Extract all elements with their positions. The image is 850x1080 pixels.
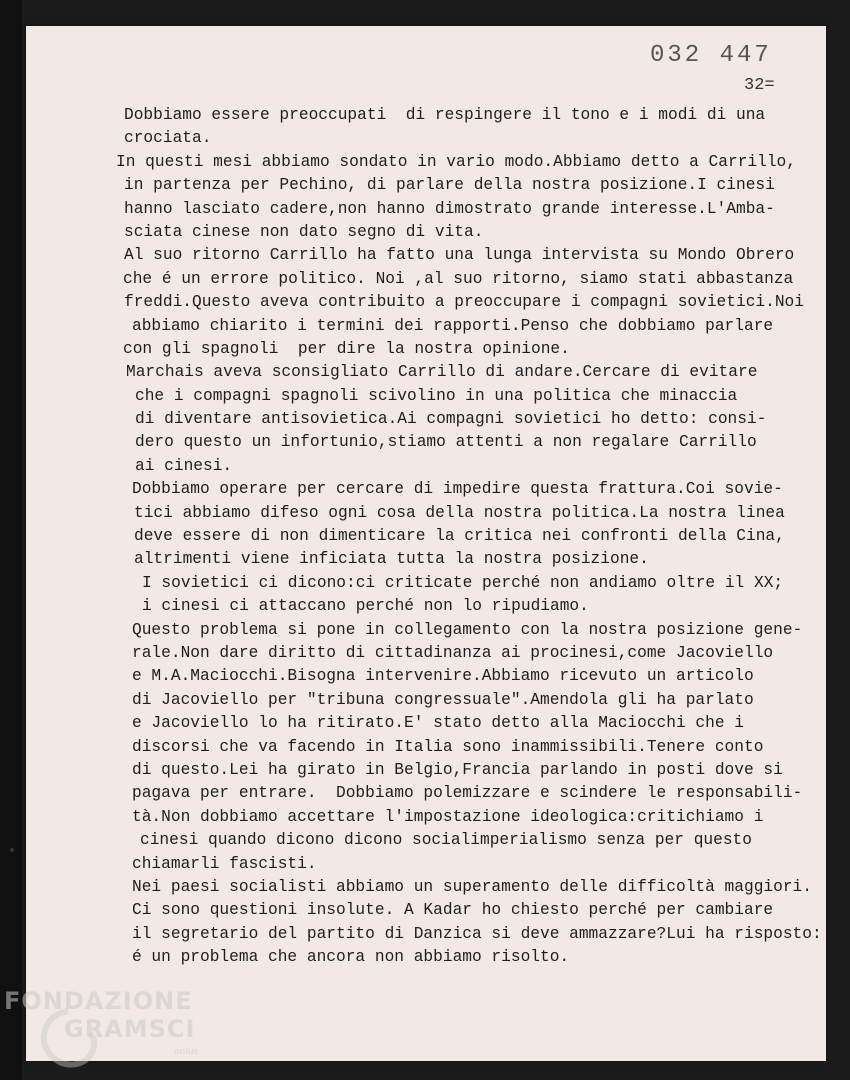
text-line: di diventare antisovietica.Ai compagni sovietici ho detto: consi- [135, 410, 767, 429]
text-line: abbiamo chiarito i termini dei rapporti.Penso che dobbiamo parlare [132, 316, 774, 335]
text-line: Al suo ritorno Carrillo ha fatto una lunga intervista su Mondo Obrero [124, 246, 795, 265]
text-line: I sovietici ci dicono:ci criticate perché non andiamo oltre il XX; [142, 573, 784, 592]
text-line: Dobbiamo essere preoccupati di respingere il tono e i modi di una [124, 106, 766, 124]
text-line: e Jacoviello lo ha ritirato.E' stato detto alla Maciocchi che i [132, 714, 744, 733]
text-line: deve essere di non dimenticare la critica nei confronti della Cina, [134, 527, 785, 546]
text-line: rale.Non dare diritto di cittadinanza ai procinesi,come Jacoviello [132, 643, 774, 662]
text-line: freddi.Questo aveva contribuito a preoccupare i compagni sovietici.Noi [124, 293, 804, 312]
page-number: 32= [744, 76, 775, 95]
text-line: ai cinesi. [135, 456, 233, 475]
text-line: tà.Non dobbiamo accettare l'impostazione ideologica:critichiamo i [132, 807, 764, 826]
text-line: altrimenti viene inficiata tutta la nostra posizione. [134, 550, 649, 569]
text-line: Nei paesi socialisti abbiamo un superamento delle difficoltà maggiori. [132, 877, 812, 896]
watermark-line-2: GRAMSCI [64, 1015, 196, 1043]
document-page [26, 26, 826, 1061]
text-line: di Jacoviello per "tribuna congressuale".Amendola gli ha parlato [132, 690, 754, 709]
text-line: che i compagni spagnoli scivolino in una politica che minaccia [135, 386, 738, 405]
text-line: Marchais aveva sconsigliato Carrillo di andare.Cercare di evitare [126, 363, 758, 382]
text-line: che é un errore politico. Noi ,al suo ritorno, siamo stati abbastanza [123, 269, 794, 288]
text-line: Ci sono questioni insolute. A Kadar ho chiesto perché per cambiare [132, 901, 774, 920]
text-line: con gli spagnoli per dire la nostra opinione. [123, 339, 570, 358]
margin-mark [10, 848, 14, 852]
typewritten-body [26, 104, 826, 969]
scan-border [0, 0, 22, 1080]
text-line: sciata cinese non dato segno di vita. [124, 222, 484, 241]
text-line: Dobbiamo operare per cercare di impedire questa frattura.Coi sovie- [132, 480, 783, 499]
text-line: i cinesi ci attaccano perché non lo ripudiamo. [142, 597, 589, 616]
text-line: e M.A.Maciocchi.Bisogna intervenire.Abbiamo ricevuto un articolo [132, 667, 754, 686]
fondazione-gramsci-watermark [4, 985, 219, 1075]
text-line: pagava per entrare. Dobbiamo polemizzare e scindere le responsabili- [132, 784, 803, 803]
text-line: Questo problema si pone in collegamento con la nostra posizione gene- [132, 620, 803, 639]
text-line: tici abbiamo difeso ogni cosa della nostra politica.La nostra linea [134, 503, 785, 522]
text-line: cinesi quando dicono dicono socialimperialismo senza per questo [140, 831, 752, 850]
text-line: in partenza per Pechino, di parlare della nostra posizione.I cinesi [124, 176, 775, 195]
text-line: discorsi che va facendo in Italia sono inammissibili.Tenere conto [132, 737, 764, 756]
text-line: é un problema che ancora non abbiamo risolto. [132, 948, 570, 967]
text-line: In questi mesi abbiamo sondato in vario modo.Abbiamo detto a Carrillo, [116, 152, 796, 171]
text-line: di questo.Lei ha girato in Belgio,Francia parlando in posti dove si [132, 760, 783, 779]
text-line: dero questo un infortunio,stiamo attenti a non regalare Carrillo [135, 433, 757, 452]
text-line: il segretario del partito di Danzica si deve ammazzare?Lui ha risposto: [132, 924, 822, 943]
text-line: crociata. [124, 129, 212, 148]
watermark-line-1: FONDAZIONE [4, 987, 193, 1015]
text-line: chiamarli fascisti. [132, 854, 317, 873]
watermark-line-3: onlus [174, 1047, 199, 1057]
text-line: hanno lasciato cadere,non hanno dimostrato grande interesse.L'Amba- [124, 199, 775, 218]
archive-number: 032 447 [650, 42, 772, 69]
